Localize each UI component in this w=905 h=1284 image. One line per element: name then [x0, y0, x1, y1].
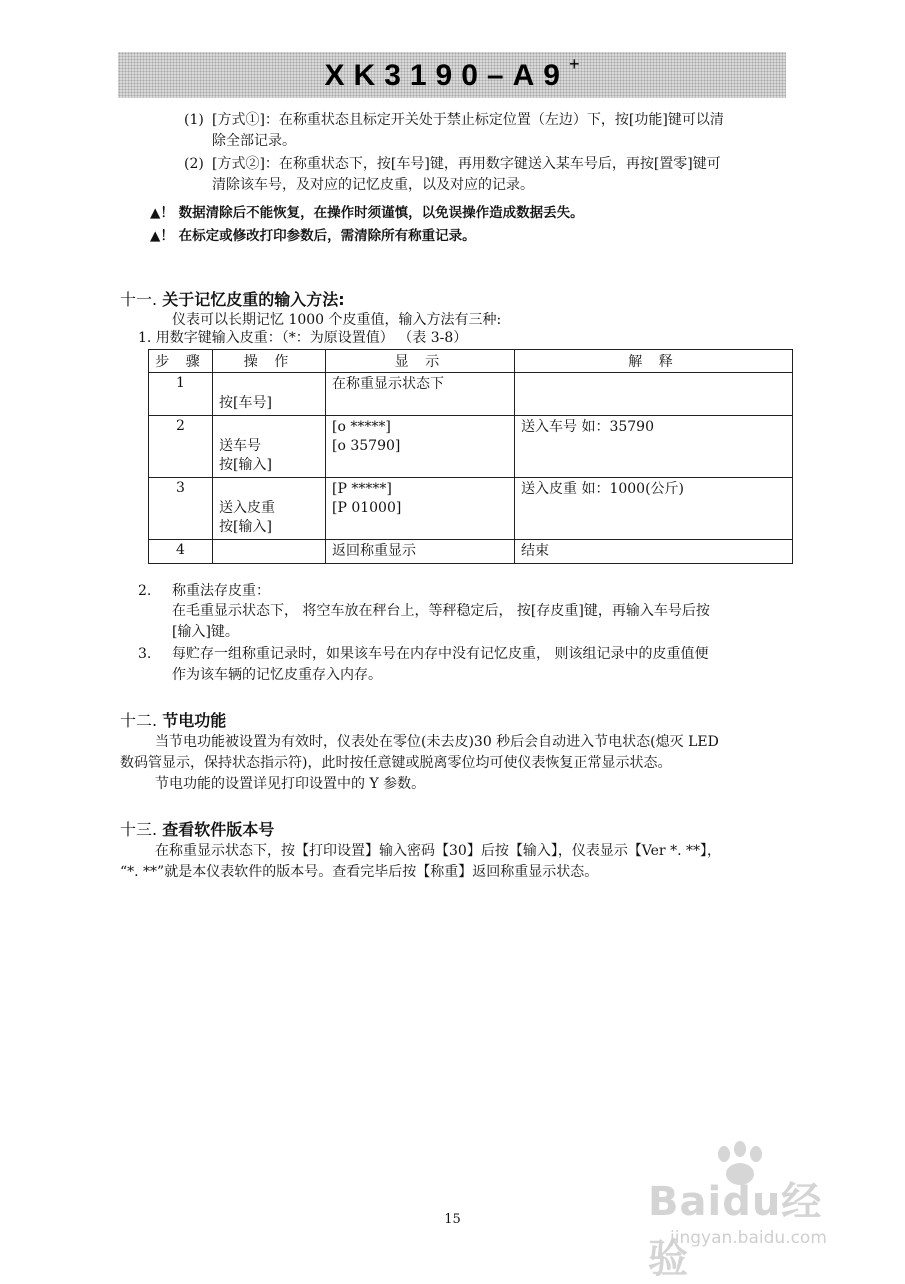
cell-step: 4 [149, 540, 213, 564]
method-1-title: 1. 用数字键输入皮重：（*：为原设置值） （表 3-8） [138, 330, 468, 346]
section-12-heading: 十二. 节电功能 [120, 711, 227, 730]
header-operation: 操 作 [213, 350, 326, 373]
method-2-line1: 在毛重显示状态下， 将空车放在秤台上，等秤稳定后， 按[存皮重]键，再输入车号后按 [172, 603, 710, 619]
cell-display: 在称重显示状态下 [326, 373, 515, 416]
clear-item2-num: (2) [184, 156, 204, 172]
table-row [149, 478, 793, 540]
cell-operation [213, 540, 326, 564]
cell-step: 3 [149, 478, 213, 540]
cell-display: [P *****] [P 01000] [326, 478, 515, 540]
clear-item2-line1: [方式②]：在称重状态下，按[车号]键，再用数字键送入某车号后，再按[置零]键可 [212, 156, 721, 172]
cell-operation: 送入皮重 按[输入] [213, 478, 326, 540]
warning-data-loss: ▲！ 数据清除后不能恢复，在操作时须谨慎，以免误操作造成数据丢失。 [150, 205, 584, 221]
method-3-line2: 作为该车辆的记忆皮重存入内存。 [172, 667, 382, 683]
table-row [149, 540, 793, 564]
cell-step: 1 [149, 373, 213, 416]
table-row [149, 373, 793, 416]
cell-explanation: 送入车号 如：35790 [515, 416, 793, 478]
cell-display: 返回称重显示 [326, 540, 515, 564]
cell-step: 2 [149, 416, 213, 478]
header-display: 显 示 [326, 350, 515, 373]
clear-item1-num: (1) [184, 112, 204, 128]
document-title: XK3190–A9+ [324, 53, 580, 92]
section-13-line1: 在称重显示状态下，按【打印设置】输入密码【30】后按【输入】，仪表显示【Ver *. **】， [155, 843, 721, 859]
watermark-logo: Baidu经验 [648, 1179, 823, 1282]
cell-display: [o *****] [o 35790] [326, 416, 515, 478]
section-11-intro: 仪表可以长期记忆 1000 个皮重值，输入方法有三种: [172, 312, 502, 328]
warning-clear-records: ▲！ 在标定或修改打印参数后，需清除所有称重记录。 [150, 228, 476, 244]
method-3-line1: 每贮存一组称重记录时，如果该车号在内存中没有记忆皮重， 则该组记录中的皮重值便 [172, 646, 709, 662]
tare-input-table [148, 349, 793, 564]
clear-item1-line1: [方式①]：在称重状态且标定开关处于禁止标定位置（左边）下，按[功能]键可以清 [212, 112, 724, 128]
header-explanation: 解 释 [515, 350, 793, 373]
cell-explanation: 结束 [515, 540, 793, 564]
document-header [118, 52, 786, 98]
section-11-heading: 十一. 关于记忆皮重的输入方法: [120, 290, 345, 309]
method-2-line2: [输入]键。 [172, 624, 239, 640]
cell-explanation: 送入皮重 如：1000(公斤) [515, 478, 793, 540]
section-12-line1: 当节电功能被设置为有效时，仪表处在零位(未去皮)30 秒后会自动进入节电状态(熄灭 LED [155, 734, 719, 750]
cell-operation: 按[车号] [213, 373, 326, 416]
section-13-heading: 十三. 查看软件版本号 [120, 820, 275, 839]
method-2-title: 称重法存皮重： [172, 583, 270, 599]
header-step: 步 骤 [149, 350, 213, 373]
clear-item2-line2: 清除该车号，及对应的记忆皮重，以及对应的记录。 [212, 177, 534, 193]
page-number: 15 [444, 1212, 461, 1227]
clear-item1-line2: 除全部记录。 [212, 133, 296, 149]
method-2-num: 2. [138, 583, 152, 599]
section-13-line2: “*. **”就是本仪表软件的版本号。查看完毕后按【称重】返回称重显示状态。 [120, 864, 599, 880]
baidu-watermark [640, 1140, 860, 1282]
cell-operation: 送车号 按[输入] [213, 416, 326, 478]
table-row [149, 416, 793, 478]
method-3-num: 3. [138, 646, 152, 662]
section-12-line3: 节电功能的设置详见打印设置中的 Y 参数。 [155, 776, 426, 792]
table-header-row [149, 350, 793, 373]
section-12-line2: 数码管显示，保持状态指示符)，此时按任意键或脱离零位均可使仪表恢复正常显示状态。 [120, 755, 672, 771]
watermark-url: jingyan.baidu.com [670, 1228, 827, 1248]
cell-explanation [515, 373, 793, 416]
